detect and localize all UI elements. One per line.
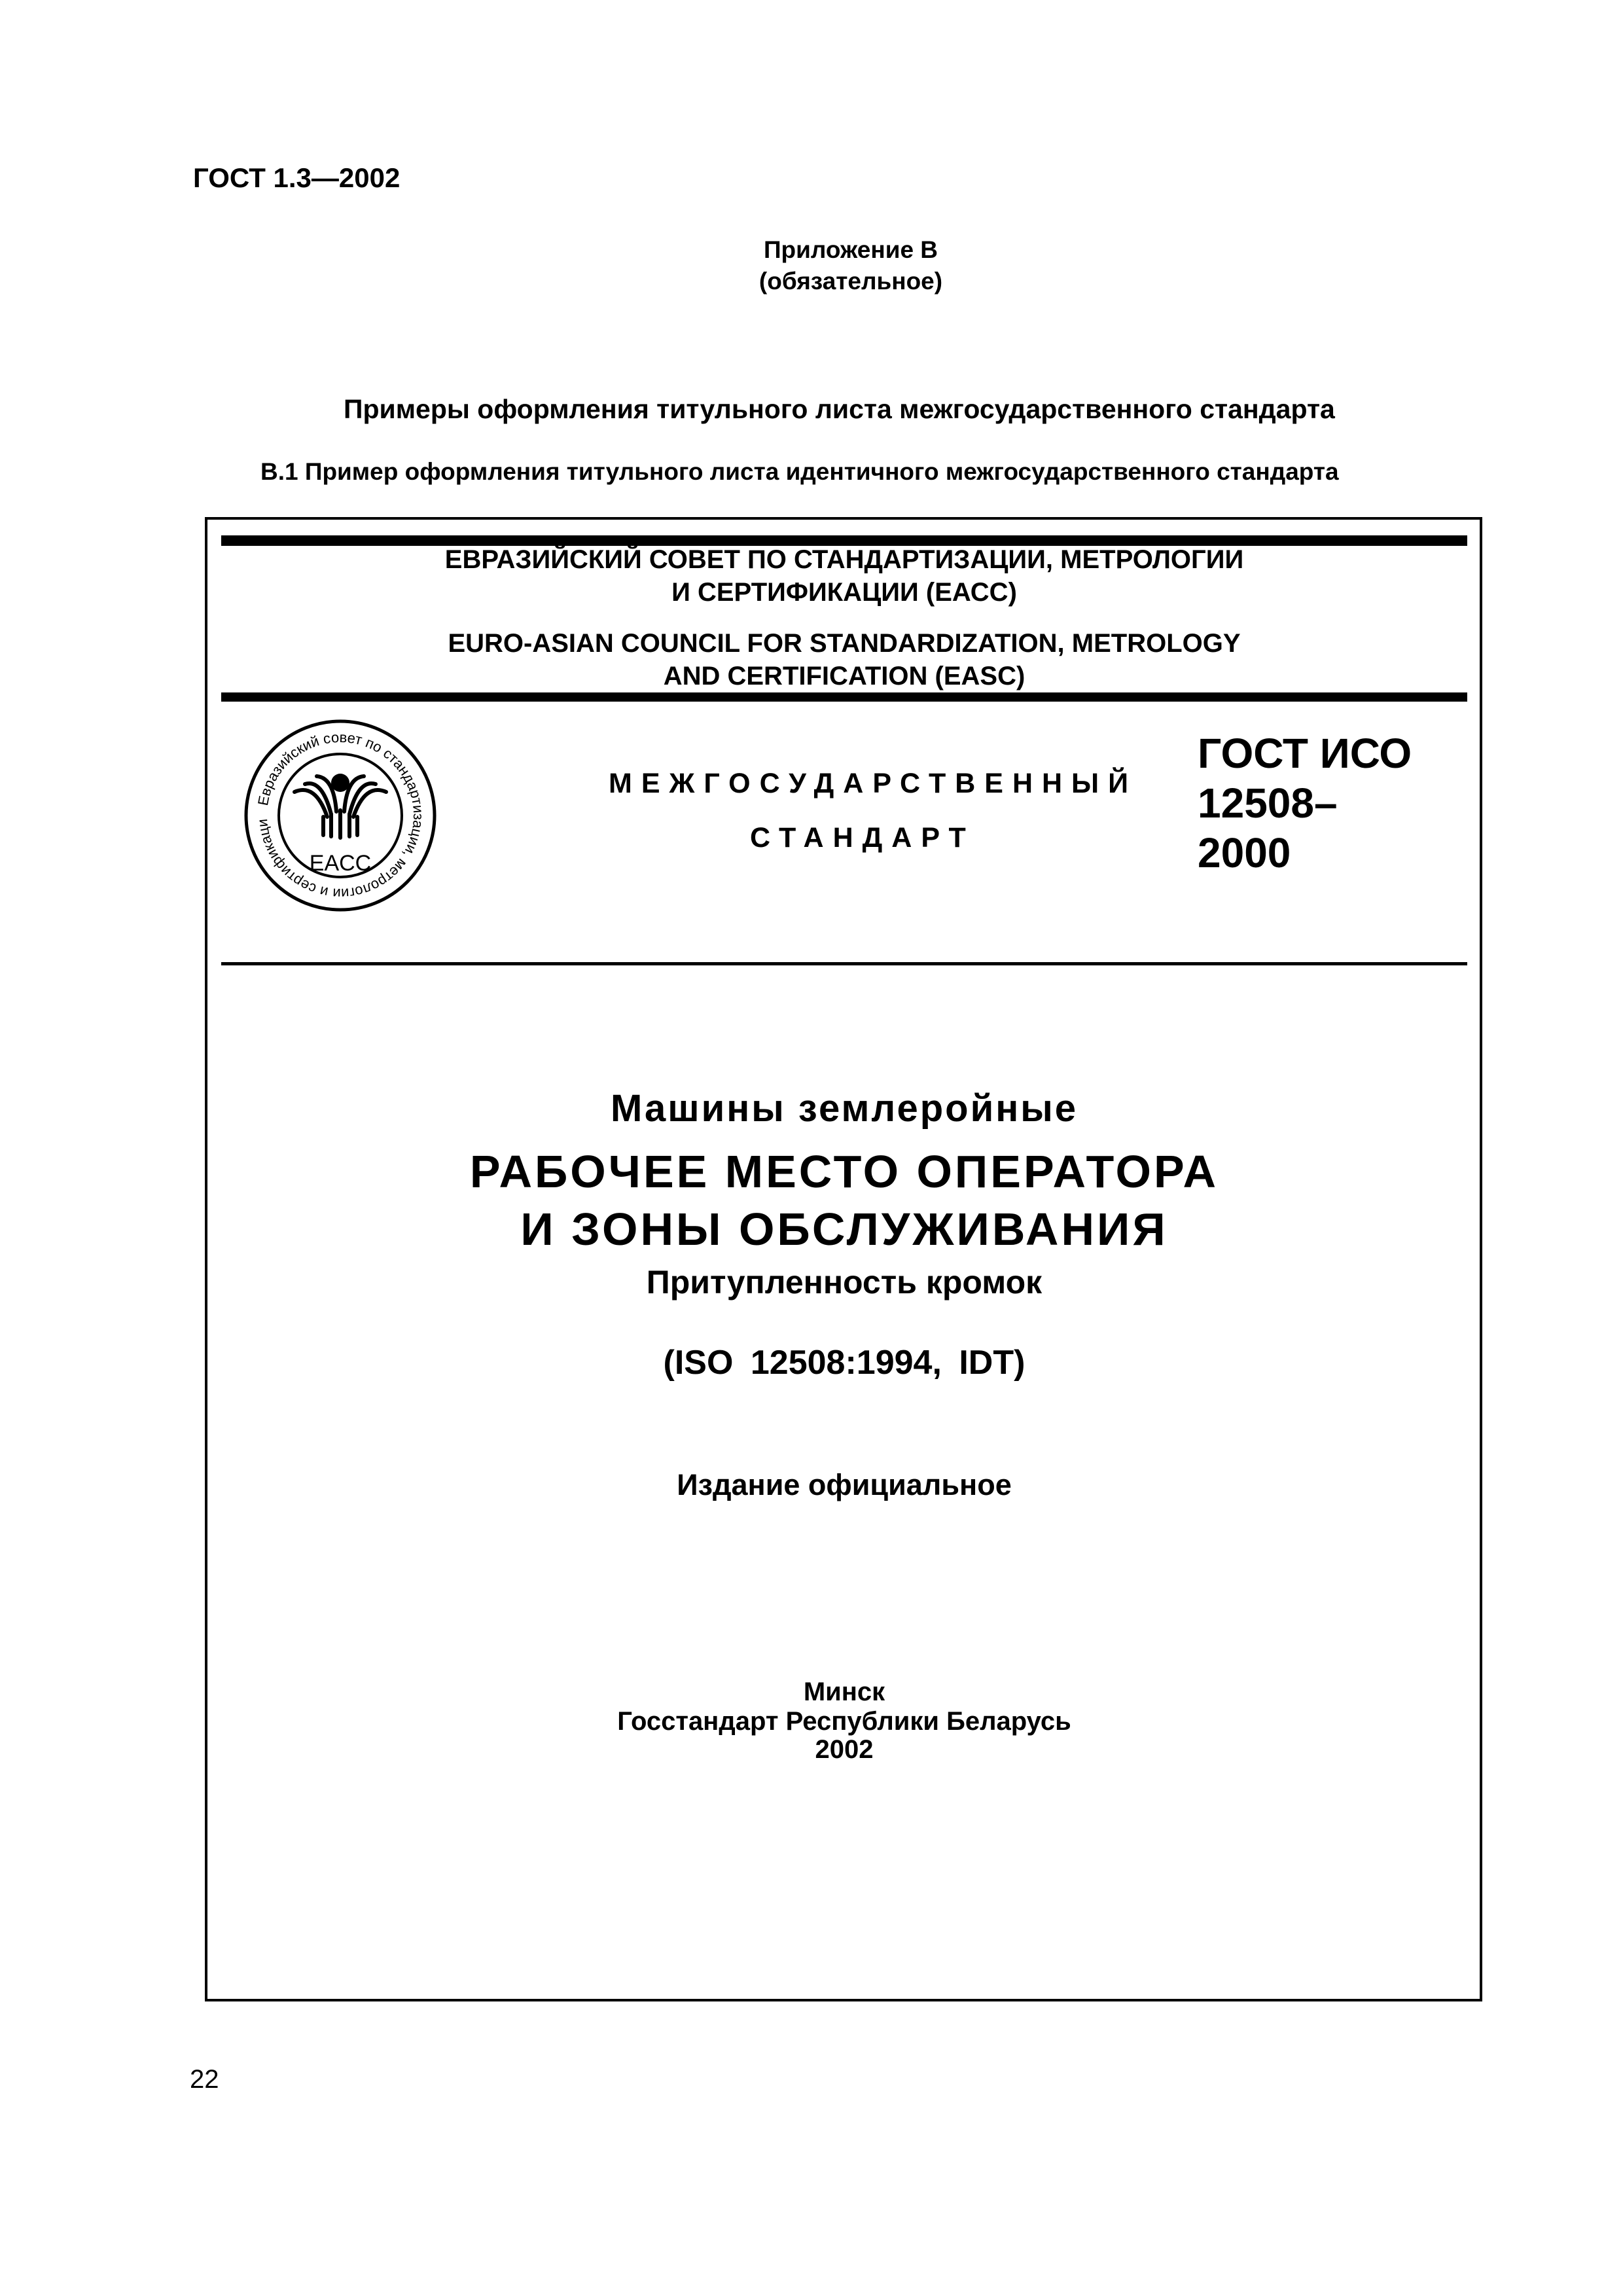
designation-line-1: ГОСТ ИСО — [1198, 730, 1412, 777]
iso-reference: (ISO 12508:1994, IDT) — [663, 1344, 1026, 1382]
page-number: 22 — [190, 2065, 219, 2094]
publication-city: Минск — [803, 1677, 885, 1706]
council-ru-line-1: ЕВРАЗИЙСКИЙ СОВЕТ ПО СТАНДАРТИЗАЦИИ, МЕТРОЛОГИИ — [444, 545, 1244, 574]
main-title — [223, 1143, 1466, 1258]
subtitle: Притупленность кромок — [646, 1264, 1043, 1300]
main-title-line-2: И ЗОНЫ ОБСЛУЖИВАНИЯ — [520, 1204, 1168, 1255]
seal-abbr: EACC — [309, 851, 372, 876]
publication-year: 2002 — [815, 1735, 874, 1764]
standard-type-line-2: СТАНДАРТ — [750, 822, 975, 853]
council-name-en — [223, 627, 1466, 692]
middle-rule — [221, 692, 1467, 702]
council-en-line-2: AND CERTIFICATION (EASC) — [663, 662, 1026, 691]
designation-line-2: 12508– — [1198, 780, 1338, 827]
bottom-rule — [221, 962, 1467, 965]
appendix-status: (обязательное) — [758, 268, 943, 295]
easc-seal-logo — [243, 719, 437, 912]
document-id: ГОСТ 1.3—2002 — [193, 162, 401, 193]
edition-note: Издание официальное — [677, 1468, 1012, 1501]
publisher: Госстандарт Республики Беларусь — [617, 1707, 1071, 1736]
main-title-line-1: РАБОЧЕЕ МЕСТО ОПЕРАТОРА — [469, 1146, 1219, 1197]
designation-line-3: 2000 — [1198, 829, 1291, 876]
group-title: Машины землеройные — [610, 1087, 1079, 1130]
appendix-heading — [654, 234, 1047, 297]
council-name-ru — [223, 543, 1466, 609]
council-en-line-1: EURO-ASIAN COUNCIL FOR STANDARDIZATION, METROLOGY — [448, 629, 1241, 658]
appendix-title: Приложение В — [763, 236, 938, 263]
standard-type-line-1: МЕЖГОСУДАРСТВЕННЫЙ — [609, 768, 1138, 799]
standard-designation — [1198, 728, 1412, 878]
seal-ring-text: Евразийский совет по стандартизации, метрологии и сертификаци — [254, 728, 427, 903]
section-heading-text: Примеры оформления титульного листа межгосударственного стандарта — [344, 394, 1335, 424]
council-ru-line-2: И СЕРТИФИКАЦИИ (ЕАСС) — [671, 578, 1017, 607]
example-heading: В.1 Пример оформления титульного листа идентичного межгосударственного стандарта — [260, 458, 1339, 485]
